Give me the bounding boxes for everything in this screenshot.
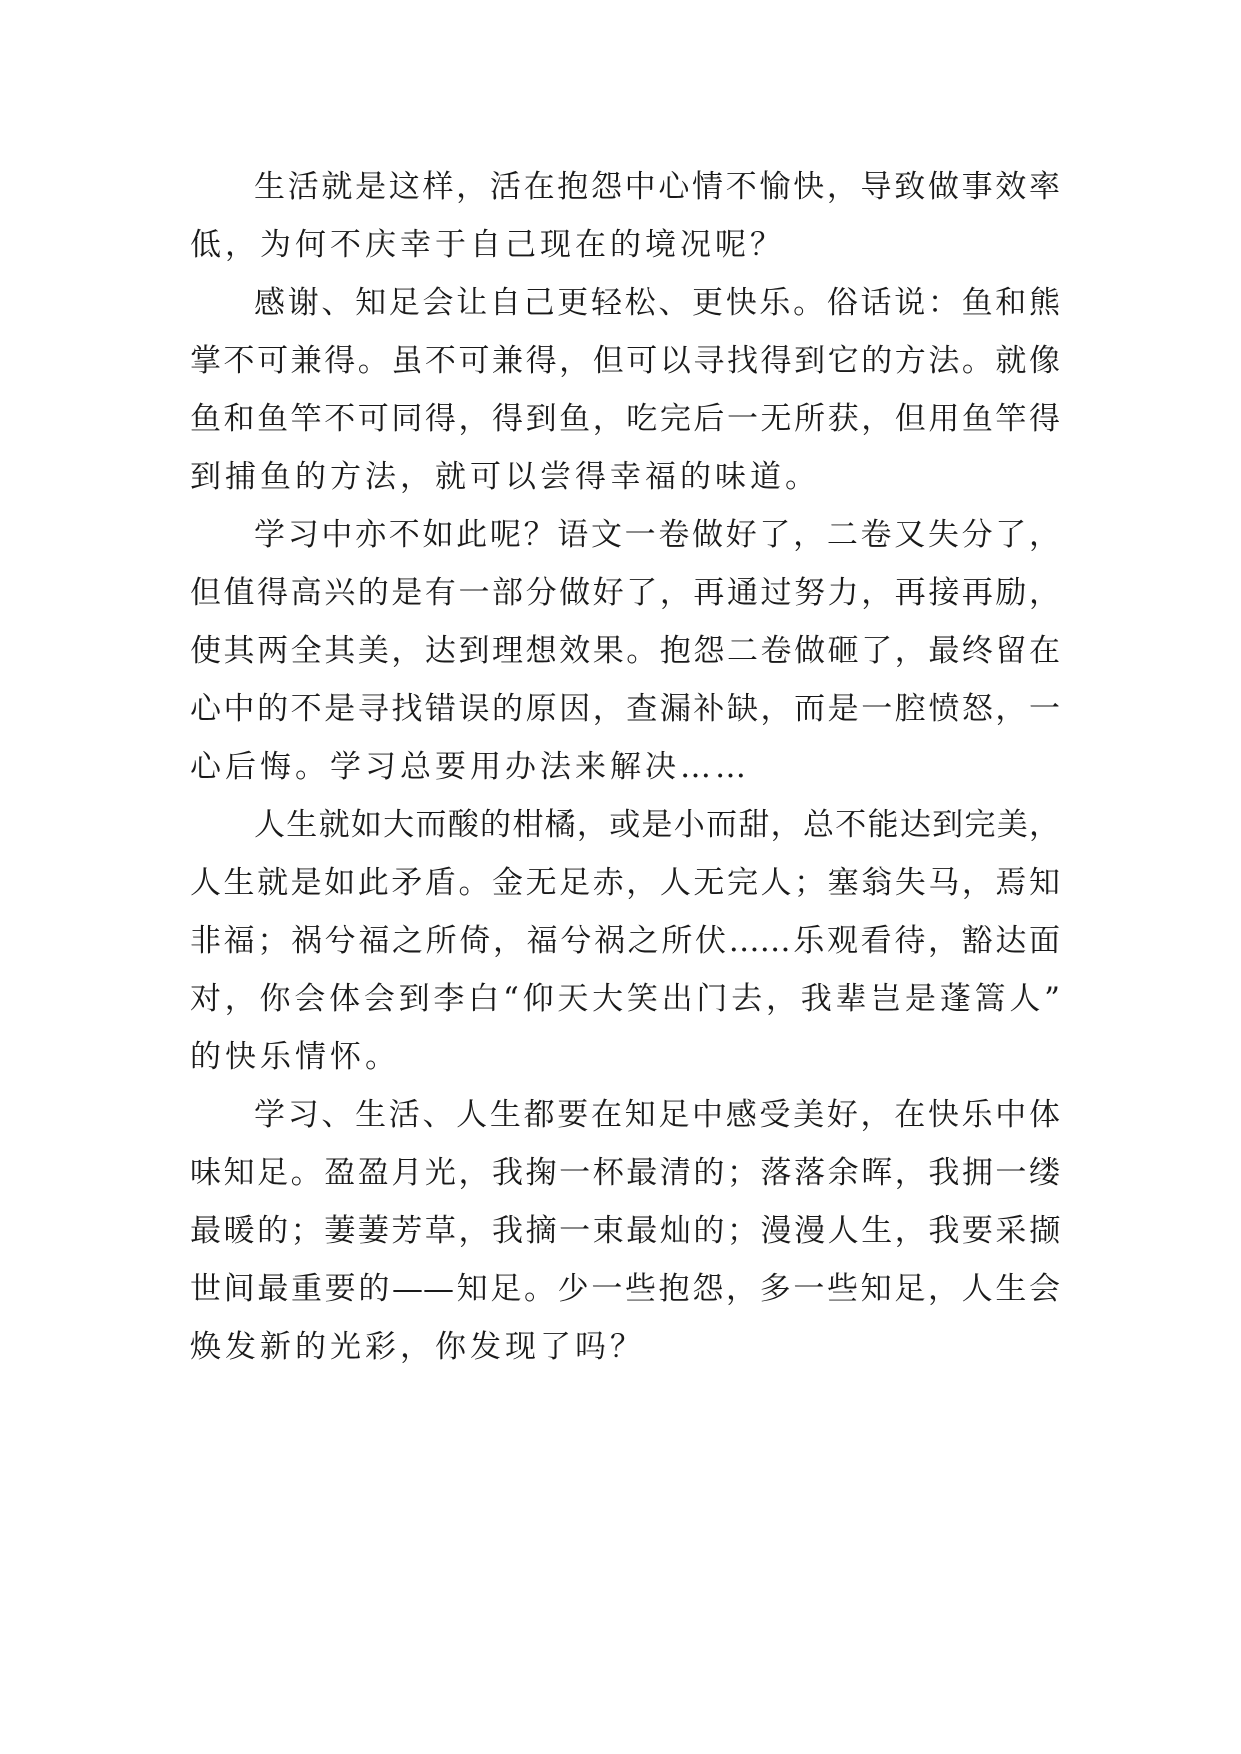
paragraph-line: 学习、生活、人生都要在知足中感受美好，在快乐中体 (254, 1097, 1060, 1133)
paragraph-line: 心后悔。学习总要用办法来解决…… (190, 749, 750, 785)
paragraph-line: 但值得高兴的是有一部分做好了，再通过努力，再接再励， (190, 575, 1060, 611)
paragraph-line: 人生就是如此矛盾。金无足赤，人无完人；塞翁失马，焉知 (190, 865, 1060, 901)
paragraph-line: 对，你会体会到李白“仰天大笑出门去，我辈岂是蓬篙人” (190, 981, 1060, 1017)
paragraph-line: 掌不可兼得。虽不可兼得，但可以寻找得到它的方法。就像 (190, 343, 1060, 379)
paragraph-line: 使其两全其美，达到理想效果。抱怨二卷做砸了，最终留在 (190, 633, 1060, 669)
paragraph-4 (190, 796, 1060, 1086)
paragraph-line: 鱼和鱼竿不可同得，得到鱼，吃完后一无所获，但用鱼竿得 (190, 401, 1060, 437)
paragraph-line: 味知足。盈盈月光，我掬一杯最清的；落落余晖，我拥一缕 (190, 1155, 1060, 1191)
paragraph-line: 到捕鱼的方法，就可以尝得幸福的味道。 (190, 459, 820, 495)
paragraph-line: 人生就如大而酸的柑橘，或是小而甜，总不能达到完美， (254, 807, 1060, 843)
paragraph-line: 焕发新的光彩，你发现了吗？ (190, 1329, 645, 1365)
document-body (190, 158, 1060, 1376)
paragraph-line: 生活就是这样，活在抱怨中心情不愉快，导致做事效率 (254, 169, 1060, 205)
paragraph-line: 心中的不是寻找错误的原因，查漏补缺，而是一腔愤怒，一 (190, 691, 1060, 727)
paragraph-line: 非福；祸兮福之所倚，福兮祸之所伏……乐观看待，豁达面 (190, 923, 1060, 959)
paragraph-3 (190, 506, 1060, 796)
paragraph-2 (190, 274, 1060, 506)
paragraph-line: 世间最重要的——知足。少一些抱怨，多一些知足，人生会 (190, 1271, 1060, 1307)
paragraph-line: 低，为何不庆幸于自己现在的境况呢？ (190, 227, 785, 263)
paragraph-5 (190, 1086, 1060, 1376)
paragraph-line: 感谢、知足会让自己更轻松、更快乐。俗话说：鱼和熊 (254, 285, 1060, 321)
paragraph-1 (190, 158, 1060, 274)
paragraph-line: 的快乐情怀。 (190, 1039, 400, 1075)
paragraph-line: 最暖的；萋萋芳草，我摘一束最灿的；漫漫人生，我要采撷 (190, 1213, 1060, 1249)
paragraph-line: 学习中亦不如此呢？语文一卷做好了，二卷又失分了， (254, 517, 1060, 553)
